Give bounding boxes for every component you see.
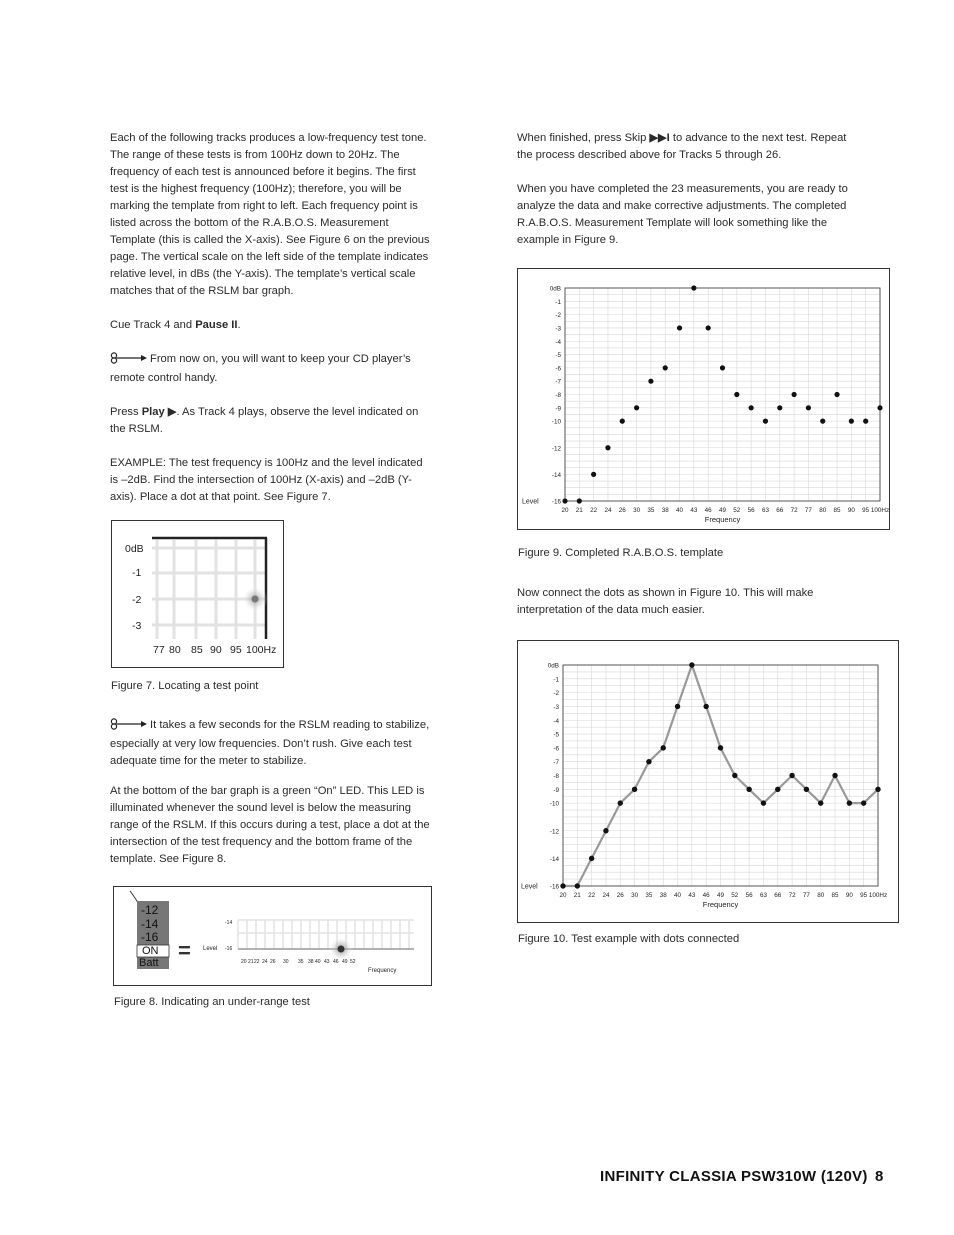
x-tick-label: 77 [802, 892, 810, 899]
figure-10 [517, 640, 899, 923]
fig8-x-label-0: 20 [241, 959, 247, 965]
skip-icon: ▶▶I [649, 132, 670, 144]
fig8-y-label-0: -14 [225, 920, 233, 926]
y-tick-label: -14 [549, 855, 559, 863]
x-tick-label: 38 [659, 892, 667, 899]
meter-label-16: -16 [141, 930, 159, 944]
fig8-x-label-5: 30 [283, 959, 289, 965]
y-tick-label: -3 [553, 703, 559, 711]
x-tick-label: 24 [602, 892, 610, 899]
x-tick-label: 80 [819, 507, 827, 514]
figure-8-caption: Figure 8. Indicating an under-range test [114, 996, 310, 1008]
meter-label-batt: Batt [139, 957, 159, 969]
x-tick-label: 20 [561, 507, 569, 514]
figure-7-caption: Figure 7. Locating a test point [111, 680, 259, 692]
x-tick-label: 63 [761, 507, 769, 514]
y-tick-label: -16 [549, 883, 559, 891]
figure-9-chart [518, 269, 889, 529]
connect-dots-paragraph: Now connect the dots as shown in Figure 10. This will make interpretation of the data much easier. [517, 587, 814, 616]
fig8-x-label-8: 40 [315, 959, 321, 965]
play-label: Play ▶ [141, 406, 177, 418]
data-point [847, 800, 852, 805]
fig7-x-label-2: 85 [191, 644, 203, 656]
x-tick-label: 95 [862, 507, 870, 514]
data-point [763, 419, 768, 424]
fig8-x-label-6: 35 [298, 959, 304, 965]
left-column [110, 130, 432, 523]
x-tick-label: 72 [788, 892, 796, 899]
data-point [575, 883, 580, 888]
data-point [560, 883, 565, 888]
chart-grid [565, 288, 880, 501]
x-tick-label: 80 [817, 892, 825, 899]
x-tick-label: 30 [633, 507, 641, 514]
skip-paragraph: When finished, press Skip ▶▶I to advance to the next test. Repeat the process described above for Tracks 5 through 26. [517, 132, 847, 161]
fig8-x-label-11: 49 [342, 959, 348, 965]
note-pen-icon [110, 352, 148, 370]
data-point [718, 745, 723, 750]
note-stabilize-paragraph: It takes a few seconds for the RSLM reading to stabilize, especially at very low frequencies. Don’t rush. Give each test adequate time for the meter to stabilize. [110, 719, 430, 767]
y-tick-label: -8 [553, 773, 559, 780]
x-tick-label: 90 [845, 892, 853, 899]
data-point [620, 419, 625, 424]
x-tick-label: 38 [661, 507, 669, 514]
y-tick-label: 0dB [549, 285, 561, 293]
x-tick-label: 35 [645, 892, 653, 899]
fig7-x-label-4: 95 [230, 644, 242, 656]
fig7-x-label-5: 100Hz [246, 644, 277, 656]
y-tick-label: -6 [553, 745, 559, 753]
y-tick-label: -1 [555, 298, 561, 306]
fig8-x-label-1: 21 [248, 959, 254, 965]
fig7-x-label-0: 77 [153, 644, 165, 656]
x-tick-label: 26 [616, 892, 624, 899]
meter-label-on: ON [142, 945, 159, 957]
data-point [775, 787, 780, 792]
data-point [834, 392, 839, 397]
page-number: 8 [875, 1168, 884, 1185]
fig7-x-label-3: 90 [210, 644, 222, 656]
x-tick-label: 66 [774, 892, 782, 899]
figure-10-chart [518, 641, 898, 922]
data-point [849, 419, 854, 424]
right-column [517, 130, 852, 266]
fig8-x-axis-label: Frequency [368, 968, 397, 974]
meter-label-14: -14 [141, 917, 159, 931]
figure-9 [517, 268, 890, 530]
x-tick-label: 46 [702, 892, 710, 899]
fig8-y-label-1: -16 [225, 946, 233, 952]
data-point [706, 325, 711, 330]
y-tick-label: -16 [551, 498, 561, 506]
x-tick-label: 77 [804, 507, 812, 514]
x-tick-label: 30 [631, 892, 639, 899]
fig8-x-label-2: 22 [254, 959, 260, 965]
data-point [562, 498, 567, 503]
y-tick-label: 0dB [547, 662, 559, 670]
fig7-y-label-0: 0dB [125, 543, 144, 555]
y-tick-label: -7 [553, 759, 559, 767]
data-point [648, 379, 653, 384]
fig8-x-label-4: 26 [270, 959, 276, 965]
data-point [605, 445, 610, 450]
x-axis-label: Frequency [704, 515, 741, 524]
data-point [677, 325, 682, 330]
y-tick-label: -12 [551, 445, 561, 453]
x-tick-label: 100Hz [868, 892, 888, 899]
x-tick-label: 56 [745, 892, 753, 899]
data-point [777, 405, 782, 410]
data-point [820, 419, 825, 424]
x-tick-label: 43 [688, 892, 696, 899]
data-point [603, 828, 608, 833]
x-tick-label: 49 [718, 507, 727, 514]
x-tick-label: 26 [618, 507, 626, 514]
y-tick-label: -10 [549, 800, 559, 808]
data-point [746, 787, 751, 792]
data-point [675, 704, 680, 709]
data-point [863, 419, 868, 424]
pause-label: Pause II [195, 319, 238, 331]
x-tick-label: 20 [559, 892, 567, 899]
data-point [661, 745, 666, 750]
x-tick-label: 72 [790, 507, 798, 514]
data-point [589, 856, 594, 861]
fig7-y-label-1: -1 [132, 567, 142, 579]
fig8-x-label-12: 52 [350, 959, 356, 965]
fig8-x-label-3: 24 [262, 959, 268, 965]
data-point [703, 704, 708, 709]
y-tick-label: -14 [551, 471, 561, 479]
fig7-y-label-3: -3 [132, 620, 142, 632]
x-tick-label: 24 [604, 507, 612, 514]
footer-product-title: INFINITY CLASSIA PSW310W (120V) [600, 1168, 868, 1185]
y-tick-label: -5 [555, 352, 561, 360]
figure-7-graph [112, 521, 283, 667]
y-tick-label: -9 [553, 786, 559, 794]
x-tick-label: 21 [575, 507, 583, 514]
x-tick-label: 21 [573, 892, 581, 899]
y-tick-label: -8 [555, 392, 561, 399]
y-tick-label: -2 [555, 312, 561, 320]
fig8-x-label-10: 46 [333, 959, 339, 965]
x-tick-label: 40 [674, 892, 682, 899]
x-tick-label: 46 [704, 507, 712, 514]
fig8-x-label-9: 43 [324, 959, 330, 965]
example-paragraph: EXAMPLE: The test frequency is 100Hz and the level indicated is –2dB. Find the intersection of 100Hz (X-axis) and –2dB (Y-axis). Place a dot at that point. See Figure 7. [110, 457, 423, 503]
x-axis-label: Frequency [702, 900, 739, 909]
note-pen-icon [110, 718, 148, 736]
press-play-paragraph: Press Play ▶. As Track 4 plays, observe the level indicated on the RSLM. [110, 406, 419, 435]
x-tick-label: 52 [731, 892, 739, 899]
connect-dots-text [517, 585, 852, 636]
y-axis-label: Level [521, 883, 538, 891]
data-point [632, 787, 637, 792]
x-tick-label: 52 [733, 507, 741, 514]
data-point [789, 773, 794, 778]
figure-9-caption: Figure 9. Completed R.A.B.O.S. template [518, 547, 724, 559]
fig8-x-label-7: 38 [308, 959, 314, 965]
y-tick-label: -4 [555, 338, 561, 346]
equals-sign: = [178, 938, 191, 963]
figure-8 [113, 886, 432, 986]
x-tick-label: 22 [588, 892, 596, 899]
y-axis-label: Level [522, 498, 539, 506]
figure-10-caption: Figure 10. Test example with dots connected [518, 933, 740, 945]
y-tick-label: -2 [553, 690, 559, 698]
x-tick-label: 63 [759, 892, 767, 899]
y-tick-label: -6 [555, 365, 561, 373]
y-tick-label: -1 [553, 676, 559, 684]
fig8-level-label: Level [203, 946, 218, 952]
fig7-y-label-2: -2 [132, 594, 142, 606]
data-point [720, 365, 725, 370]
data-point [749, 405, 754, 410]
x-tick-label: 85 [831, 892, 839, 899]
x-tick-label: 43 [690, 507, 698, 514]
x-tick-label: 95 [860, 892, 868, 899]
y-tick-label: -10 [551, 418, 561, 426]
data-point [832, 773, 837, 778]
data-point [691, 285, 696, 290]
intro-paragraph: Each of the following tracks produces a low-frequency test tone. The range of these tests is from 100Hz down to 20Hz. The frequency of each test is announced before it begins. The first test is the highest frequency (100Hz); therefore, you will be marking the template from right to left. Each frequency point is listed across the bottom of the R.A.B.O.S. Measurement Template (this is called the X-axis). See Figure 6 on the previous page. The vertical scale on the left side of the template indicates relative level, in dBs (the Y-axis). The template’s vertical scale matches that of the RSLM bar graph. [110, 132, 430, 297]
data-point [861, 800, 866, 805]
data-point [875, 787, 880, 792]
x-tick-label: 100Hz [870, 507, 889, 514]
data-point [634, 405, 639, 410]
x-tick-label: 66 [776, 507, 784, 514]
data-point [689, 662, 694, 667]
data-point [791, 392, 796, 397]
data-point [818, 800, 823, 805]
y-tick-label: -7 [555, 378, 561, 386]
x-tick-label: 85 [833, 507, 841, 514]
y-tick-label: -9 [555, 405, 561, 413]
x-tick-label: 40 [676, 507, 684, 514]
data-point [877, 405, 882, 410]
data-point [734, 392, 739, 397]
y-tick-label: -3 [555, 325, 561, 333]
meter-label-12: -12 [141, 903, 159, 917]
figure-8-graph [114, 887, 431, 985]
data-point [804, 787, 809, 792]
completed-paragraph: When you have completed the 23 measurements, you are ready to analyze the data and make corrective adjustments. The completed R.A.B.O.S. Measurement Template will look something like the example in Figure 9. [517, 183, 848, 246]
data-point [646, 759, 651, 764]
data-point [761, 800, 766, 805]
chart-grid [563, 665, 878, 886]
fig7-x-label-1: 80 [169, 644, 181, 656]
data-point [806, 405, 811, 410]
data-point [618, 800, 623, 805]
left-column-lower [110, 717, 432, 885]
y-tick-label: -4 [553, 717, 559, 725]
x-tick-label: 90 [847, 507, 855, 514]
x-tick-label: 35 [647, 507, 655, 514]
data-point [577, 498, 582, 503]
data-point [663, 365, 668, 370]
figure-7 [111, 520, 284, 668]
x-tick-label: 49 [716, 892, 725, 899]
cue-track-paragraph: Cue Track 4 and Pause II. [110, 319, 241, 331]
on-led-paragraph: At the bottom of the bar graph is a green “On” LED. This LED is illuminated whenever the sound level is below the measuring range of the RSLM. If this occurs during a test, place a dot at the intersection of the test frequency and the bottom frame of the template. See Figure 8. [110, 785, 430, 865]
data-point [591, 472, 596, 477]
x-tick-label: 56 [747, 507, 755, 514]
y-tick-label: -5 [553, 731, 559, 739]
data-point [732, 773, 737, 778]
note-remote-paragraph: From now on, you will want to keep your CD player’s remote control handy. [110, 353, 411, 384]
x-tick-label: 22 [590, 507, 598, 514]
y-tick-label: -12 [549, 828, 559, 836]
